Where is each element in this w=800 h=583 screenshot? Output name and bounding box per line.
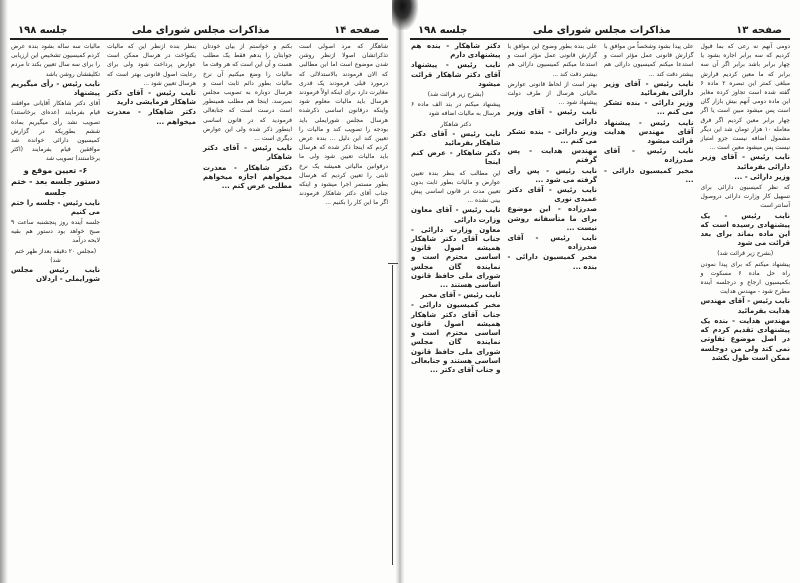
page-14	[0, 0, 398, 583]
publication-title: مذاکرات مجلس شورای ملی	[131, 25, 270, 36]
note: (بشرح زیر قرائت شد)	[427, 91, 484, 99]
scan-edge-shadow	[0, 0, 8, 583]
gutter-binding-line	[392, 265, 403, 565]
page-header	[10, 22, 388, 40]
paragraph: آقای دکتر شاهکار آقایانی موافقند قیام بفرمایند (عده‌ای برخاستند) تصویب نشد رأی میگیریم بماده ششم بطوریکه در گزارش کمیسیون دارائی خوانده شد موافقین قیام بفرمایند (اکثر برخاستند) تصویب شد	[11, 100, 100, 163]
speaker-line: نایب رئیس - آقای دکتر شاهکار فرمایشی دارید	[107, 89, 196, 107]
paragraph: که نظر کمیسیون دارائی برای تسهیل کار وزارت دارائی دروصول آسانتر است	[700, 184, 790, 210]
session-number: جلسه ۱۹۸	[18, 25, 68, 36]
ink-blot	[392, 0, 418, 30]
paragraph: شاهگار که مرد اصولی است تذکراتشان اصولا ازنظر روشن شدن موضوع است اما این مطالبی که الان فرمودند بالاستدلالی که درمورد قبلی فرمودند یک قدری مغایرت دارد برای اینکه اولاً فرمودند هرسال باید مالیات معلوم شود واینکه درقانون اساسی ذکرشده هرسال مجلس شورایملی باید بودجه را تصویب کند و مالیات را تعیین کند این دلیل ... بنده عرض کردم که اینجا ذکر شده که هرسال باید مالیات تعیین شود ولی ما درقوانین مالیاتی همیشه یک نرخ ثابتی را تعیین کردیم که هرسال بطور مستمر اجرا میشود و اینکه جناب آقای دکتر شاهکار فرمودند اگر ما این کار را بکنیم ...	[298, 43, 388, 207]
text-columns	[10, 42, 388, 575]
signature: دکتر شاهکار	[440, 120, 472, 128]
speaker-line: دکتر شاهکار - عرض کنم اینجا	[411, 149, 501, 167]
speaker-line: وزیر دارائی - بنده تشکر می کنم ...	[507, 127, 597, 146]
signature: نایب رئیس مجلس شورایملی - اردلان	[11, 266, 100, 284]
column-3	[507, 42, 598, 575]
column-4	[10, 42, 100, 284]
paragraph: بنظر بنده ازنظر این که مالیات یکنواخت در هرسال ممکن است عوارض پرداخت شود ولی برای رعایت اصول قانونی بهتر است که هرسال تعیین شود ...	[107, 43, 196, 87]
speaker-line: نایب رئیس - آقای صدرزاده	[604, 147, 694, 165]
speaker-line: مخبر کمیسیون دارائی - ...	[604, 166, 694, 184]
speaker-line: نایب رئیس - آقای وزیر دارائی بفرمائید	[700, 153, 790, 171]
speaker-line: مخبر کمیسیون دارائی - بنده ...	[507, 253, 597, 271]
column-4	[410, 42, 501, 575]
column-1	[298, 42, 388, 575]
speaker-line: نایب رئیس - پس رأی گرفته می شود ...	[507, 166, 597, 184]
publication-title: مذاکرات مجلس شورای ملی	[532, 25, 671, 36]
paragraph: بهتر است از لحاظ قانونی عوارض مالیاتی هرسال از طرف دولت پیشنهاد شود ...	[507, 80, 597, 107]
speaker-line: دکتر شاهکار - بنده هم پیشنهادی دارم	[411, 42, 501, 60]
paragraph: پیشنهاد میکنم که برای پیدا نمودن راه حل ماده ۶ مسکوت و بکمیسیون ارجاع و درجلسه آینده مطرح شود - مهندس هدایت	[700, 260, 790, 296]
speaker-line: نایب رئیس - آقای مخبر	[420, 291, 501, 300]
speaker-line: وزیر دارائی - بنده تشکر می کنم ...	[604, 99, 694, 117]
speaker-line: مهندس هدایت - بنده یک پیشنهادی تقدیم کردم که در اصل موضوع تفاوتی نمی کند ولی من دوجلسه ممکن است طول بکشد	[700, 316, 790, 362]
speaker-line: نایب رئیس - آقای دکتر عمیدی نوری	[507, 186, 597, 204]
paragraph: دومی آنهم نه رعی که بما قبول کردیم که سه برابر اجاره بشود یا چهار برابر باشد برابر اگر آن سه برابر که ما معین کردیم قرارش مبلغی کمتر این تبصره ۲ ماده ۶ گفته شده است تجاوز کرده مغایر این ماده دومی آنهم بیش بازار گان است پس میشود مبین است یا اگر چهار برابر معین کردیم اگر فرق معامله ۱۰ هزار تومان شد این دیگر مشمول اضافه نیست جزو امتیاز نیست پس میشود معین است ...	[700, 43, 791, 152]
paragraph: علی پیدا بشود وشخصاً من موافق با گزارش قانونی عمل مؤثر است و استدعا میکنم کمیسیون دارائی هم بیشتر دقت کند ...	[604, 43, 694, 78]
column-1	[700, 42, 791, 575]
speaker-line: صدرزاده - این موضوع برای ما متأسفانه روشن نیست ...	[507, 205, 597, 232]
paragraph: پیشنهاد میکنم در بند الف ماده ۶ هرسال به مالیات اضافه شود	[411, 101, 501, 118]
section-heading: ۶- تعیین موقع و دستور جلسه بعد - ختم جلسه	[11, 165, 100, 197]
column-2	[603, 42, 694, 575]
speaker-line: نایب رئیس - آقای وزیر دارائی بفرمائید	[604, 79, 694, 98]
column-3	[106, 42, 196, 575]
speaker-line: مخبر کمیسیون دارائی - جناب آقای دکتر شاهکار همیشه اصول قانون اساسی محترم است و نماینده گان مجلس شورای ملی حافظ قانون اساسی هستند و جنابعالی و جناب آقای دکتر ...	[411, 301, 501, 374]
session-number: جلسه ۱۹۸	[418, 25, 468, 36]
speaker-line: نایب رئیس - پیشنهاد آقای مهندس هدایت قرائت میشود	[604, 118, 694, 146]
page-number: صفحه ۱۴	[334, 25, 380, 36]
speaker-line: وزیر دارائی - ...	[734, 172, 790, 181]
speaker-line: نایب رئیس - آقای مهندس هدایت بفرمائید	[700, 297, 790, 315]
speaker-line: نایب رئیس - آقای وزیر دارائی	[507, 108, 597, 126]
speaker-line: دکتر شاهکار - معذرت میخواهم ...	[107, 108, 196, 126]
speaker-line: دکتر شاهکار - معذرت میخواهم اجازه میخواهم مطلبی عرض کنم ...	[203, 163, 292, 191]
closing-note: (مجلس ۲۰ دقیقه بعداز ظهر ختم شد)	[14, 247, 97, 264]
paragraph: جلسه آینده روز پنجشنبه ساعت ۹ صبح خواهد بود دستور هم بقیه لایحه درآمد	[11, 219, 100, 245]
text-columns	[410, 42, 790, 575]
speaker-line: نایب رئیس - آقای معاون وزارت دارائی	[411, 206, 501, 224]
speaker-line: نایب رئیس - آقای دکتر شاهکار بفرمائید	[411, 129, 501, 148]
page-number: صفحه ۱۳	[736, 25, 782, 36]
page-header	[410, 22, 790, 40]
speaker-line: نایب رئیس - جلسه را ختم می کنیم	[11, 198, 100, 216]
speaker-line: نایب رئیس - آقای دکتر شاهکار	[203, 144, 292, 162]
column-2	[202, 42, 292, 575]
speaker-line: معاون وزارت دارائی - جناب آقای دکتر شاهکار همیشه اصول قانون اساسی محترم است و نماینده گان مجلس شورای ملی حافظ قانون اساسی هستند ...	[411, 225, 501, 290]
note: (بشرح زیر قرائت شد)	[717, 250, 774, 258]
paragraph: این مطالب که بنظر بنده تعیین عوارض و مالیات بطور ثابت بدون تعیین مدت در قانون اساسی پیش بینی نشده ...	[411, 169, 501, 205]
page-13	[400, 0, 800, 583]
speaker-line: نایب رئیس - رأی میگیریم پیشنهاد	[11, 79, 100, 98]
paragraph: علی بنده بطور وضوح این موافق با گزارش قانونی عمل مؤثر است و استدعا میکنم کمیسیون دارائی هم بیشتر دقت کند ...	[507, 43, 597, 78]
speaker-line: نایب رئیس - آقای صدرزاده	[507, 234, 597, 252]
speaker-line: نایب رئیس - یک پیشنهادی رسیده است که این ماده بماند برای بعد قرائت می شود	[700, 211, 790, 248]
speaker-line: نایب رئیس - پیشنهاد آقای دکتر شاهکار قرائت میشود	[411, 61, 501, 88]
paragraph: بکنم و خواستم از بیان خودتان جوابتان را بدهم فقط یک مطلب هست و آن این است که هر وقت ما مالیات را وضع میکنیم آن نرخ مالیات بطور دائم ثابت است و هرسال دوباره به تصویب مجلس نمیرسد. اینجا هم مطلب همینطور است درست است که جنابعالی فرمودید که در قانون اساسی اینطور ذکر شده ولی این عوارض دیگری است ...	[203, 43, 292, 143]
paragraph: مالیات سه ساله بشود بنده عرض کردم کمیسیون تشخیص این ارزیابی را برای سه سال تعیین بکند تا مردم تکلیفشان روشن باشد	[11, 43, 100, 78]
speaker-line: مهندس هدایت - پس گرفتم	[507, 147, 597, 165]
